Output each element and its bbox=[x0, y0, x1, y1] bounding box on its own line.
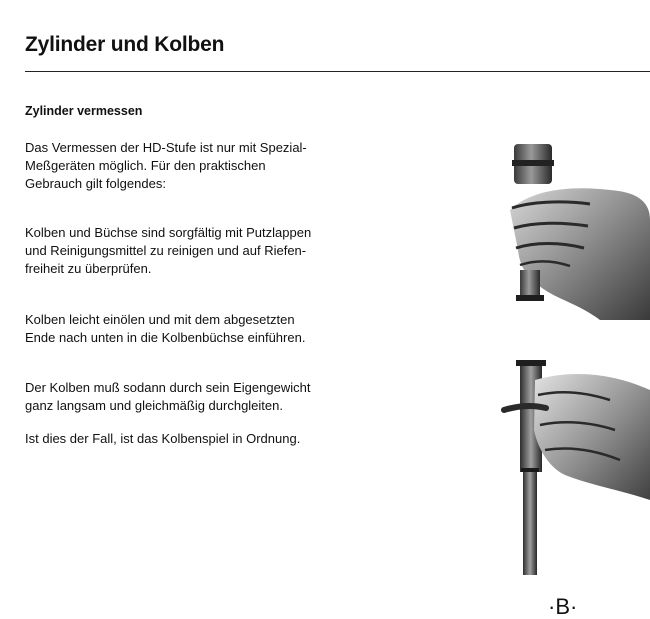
title-rule bbox=[25, 71, 650, 72]
paragraph-3: Kolben leicht einölen und mit dem abgesetzten Ende nach unten in die Kolbenbüchse einführen. bbox=[25, 312, 306, 345]
piston-rod bbox=[523, 470, 537, 575]
hand-holding-cylinder-photo bbox=[490, 130, 650, 320]
page-mark: ·B· bbox=[548, 594, 578, 619]
hand-holding-piston-photo bbox=[490, 350, 650, 580]
paragraph-1: Das Vermessen der HD-Stufe ist nur mit Spezial- Meßgeräten möglich. Für den praktischen Gebrauch gilt folgendes: bbox=[25, 140, 307, 191]
section-heading: Zylinder vermessen bbox=[25, 104, 143, 118]
paragraph-4: Der Kolben muß sodann durch sein Eigengewicht ganz langsam und gleichmäßig durchgleiten. bbox=[25, 380, 311, 413]
page-title: Zylinder und Kolben bbox=[25, 33, 225, 56]
paragraph-5: Ist dies der Fall, ist das Kolbenspiel in Ordnung. bbox=[25, 431, 301, 446]
paragraph-2: Kolben und Büchse sind sorgfältig mit Putzlappen und Reinigungsmittel zu reinigen und auf Riefen- freiheit zu überprüfen. bbox=[25, 225, 312, 276]
